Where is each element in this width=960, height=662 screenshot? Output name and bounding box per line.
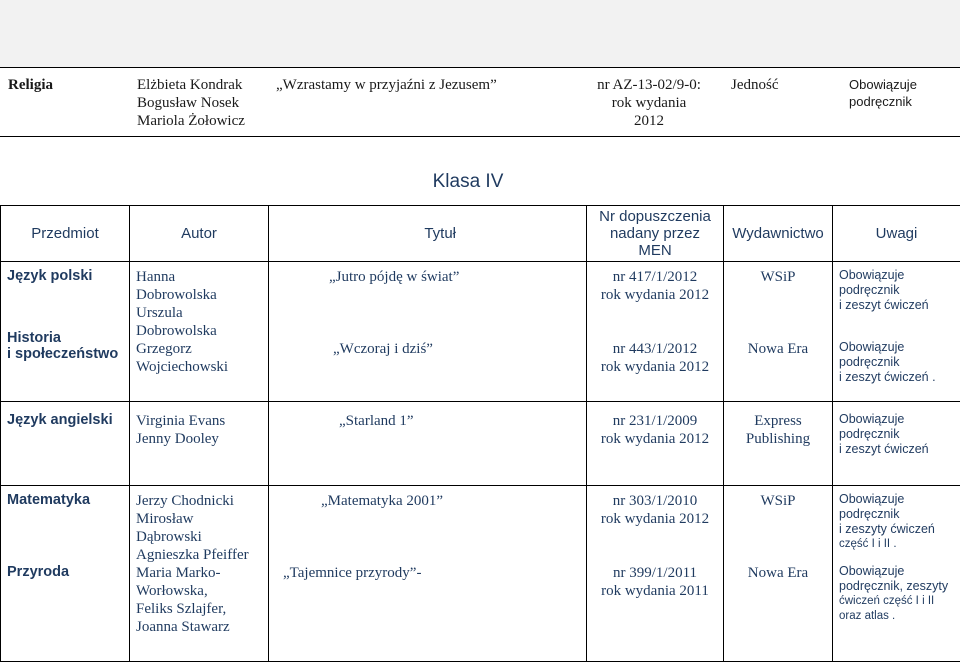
cell-subject — [1, 262, 130, 402]
religion-authors — [137, 76, 245, 130]
notes-line: podręcznik — [839, 355, 954, 370]
title-entry — [321, 492, 580, 564]
subject-line: Język polski — [7, 268, 123, 284]
notes-line: podręcznik — [839, 427, 954, 442]
subject-line: Przyroda — [7, 564, 123, 580]
author-line: Feliks Szlajfer, — [136, 600, 262, 618]
author-line: Virginia Evans — [136, 412, 262, 430]
cell-notes — [833, 402, 960, 486]
header-publisher: Wydawnictwo — [724, 206, 833, 262]
title-entry — [329, 268, 580, 340]
title-line: „Matematyka 2001” — [321, 492, 580, 510]
subject-entry — [7, 564, 123, 580]
number-line: rok wydania 2011 — [593, 582, 717, 600]
number-line: rok wydania 2012 — [593, 286, 717, 304]
notes-line: Obowiązuje — [839, 268, 954, 283]
number-line: nr 399/1/2011 — [593, 564, 717, 582]
publisher-line: Publishing — [730, 430, 826, 448]
notes-line: część I i II . — [839, 537, 954, 552]
author-entry — [136, 492, 262, 564]
notes-entry — [839, 268, 954, 340]
publisher-entry — [730, 268, 826, 340]
number-line: rok wydania 2012 — [593, 510, 717, 528]
cell-title — [269, 486, 587, 662]
number-entry — [593, 492, 717, 564]
religion-number — [588, 76, 710, 130]
number-line: nr 443/1/2012 — [593, 340, 717, 358]
notes-entry — [839, 340, 954, 385]
title-entry — [339, 412, 580, 430]
religion-publisher: Jedność — [731, 76, 779, 94]
notes-entry — [839, 492, 954, 564]
author-line: Dobrowolska — [136, 286, 262, 304]
subject-line: Matematyka — [7, 492, 123, 508]
cell-number — [587, 486, 724, 662]
notes-line: podręcznik — [839, 507, 954, 522]
author-line: Grzegorz — [136, 340, 262, 358]
title-entry — [283, 564, 580, 582]
author-line: Mirosław — [136, 510, 262, 528]
publisher-line: Nowa Era — [730, 340, 826, 358]
notes-line: Obowiązuje — [839, 492, 954, 507]
religion-number-line: rok wydania — [588, 94, 710, 112]
header-number-line: Nr dopuszczenia — [593, 208, 717, 225]
cell-number — [587, 402, 724, 486]
author-line: Joanna Stawarz — [136, 618, 262, 636]
header-number-line: MEN — [593, 242, 717, 259]
title-line: „Jutro pójdę w świat” — [329, 268, 580, 286]
notes-line: oraz atlas . — [839, 609, 954, 624]
author-line: Wojciechowski — [136, 358, 262, 376]
cell-subject — [1, 486, 130, 662]
notes-line: podręcznik — [839, 283, 954, 298]
notes-line: i zeszyt ćwiczeń — [839, 442, 954, 457]
author-line: Agnieszka Pfeiffer — [136, 546, 262, 564]
publisher-line: Nowa Era — [730, 564, 826, 582]
table-row — [1, 262, 960, 402]
author-entry — [136, 412, 262, 448]
table-row — [1, 486, 960, 662]
cell-notes — [833, 262, 960, 402]
author-line: Jerzy Chodnicki — [136, 492, 262, 510]
header-author: Autor — [130, 206, 269, 262]
number-entry — [593, 340, 717, 376]
religion-author: Bogusław Nosek — [137, 94, 245, 112]
cell-publisher — [724, 402, 833, 486]
notes-line: Obowiązuje — [839, 564, 954, 579]
header-subject: Przedmiot — [1, 206, 130, 262]
religion-author: Elżbieta Kondrak — [137, 76, 245, 94]
title-line: „Wczoraj i dziś” — [333, 340, 580, 358]
cell-title — [269, 262, 587, 402]
header-notes: Uwagi — [833, 206, 960, 262]
religion-note-line: Obowiązuje — [849, 76, 917, 93]
notes-entry — [839, 564, 954, 624]
cell-number — [587, 262, 724, 402]
cell-author — [130, 262, 269, 402]
cell-subject — [1, 402, 130, 486]
header-number — [587, 206, 724, 262]
title-line: „Tajemnice przyrody”- — [283, 564, 580, 582]
number-line: nr 231/1/2009 — [593, 412, 717, 430]
subject-entry — [7, 330, 123, 362]
notes-line: ćwiczeń część I i II — [839, 594, 954, 609]
section-title: Klasa IV — [0, 171, 936, 193]
religion-notes — [849, 76, 917, 110]
cell-author — [130, 402, 269, 486]
cell-title — [269, 402, 587, 486]
number-line: nr 417/1/2012 — [593, 268, 717, 286]
subject-entry — [7, 492, 123, 564]
number-line: rok wydania 2012 — [593, 358, 717, 376]
table-header-row — [1, 206, 960, 262]
religion-title: „Wzrastamy w przyjaźni z Jezusem” — [276, 76, 497, 94]
subject-line: Język angielski — [7, 412, 123, 428]
subject-entry — [7, 268, 123, 330]
religion-author: Mariola Żołowicz — [137, 112, 245, 130]
notes-line: podręcznik, zeszyty — [839, 579, 954, 594]
author-line: Hanna — [136, 268, 262, 286]
subject-line: i społeczeństwo — [7, 346, 123, 362]
author-entry — [136, 564, 262, 636]
religion-row — [0, 67, 960, 137]
cell-publisher — [724, 486, 833, 662]
publisher-entry — [730, 340, 826, 358]
author-line: Dąbrowski — [136, 528, 262, 546]
religion-note-line: podręcznik — [849, 93, 917, 110]
number-entry — [593, 412, 717, 448]
textbook-table — [0, 205, 960, 662]
title-line: „Starland 1” — [339, 412, 580, 430]
notes-line: i zeszyty ćwiczeń — [839, 522, 954, 537]
notes-line: i zeszyt ćwiczeń . — [839, 370, 954, 385]
author-line: Worłowska, — [136, 582, 262, 600]
notes-entry — [839, 412, 954, 457]
publisher-entry — [730, 492, 826, 564]
subject-entry — [7, 412, 123, 428]
publisher-line: WSiP — [730, 268, 826, 286]
author-entry — [136, 340, 262, 376]
religion-subject: Religia — [8, 76, 53, 94]
table-row — [1, 402, 960, 486]
cell-author — [130, 486, 269, 662]
religion-number-line: 2012 — [588, 112, 710, 130]
notes-line: i zeszyt ćwiczeń — [839, 298, 954, 313]
publisher-line: WSiP — [730, 492, 826, 510]
author-line: Dobrowolska — [136, 322, 262, 340]
notes-line: Obowiązuje — [839, 412, 954, 427]
publisher-line: Express — [730, 412, 826, 430]
number-entry — [593, 564, 717, 600]
number-entry — [593, 268, 717, 340]
publisher-entry — [730, 564, 826, 582]
header-number-line: nadany przez — [593, 225, 717, 242]
publisher-entry — [730, 412, 826, 448]
subject-line: Historia — [7, 330, 123, 346]
religion-number-line: nr AZ-13-02/9-0: — [588, 76, 710, 94]
author-line: Maria Marko- — [136, 564, 262, 582]
header-title: Tytuł — [269, 206, 587, 262]
cell-publisher — [724, 262, 833, 402]
notes-line: Obowiązuje — [839, 340, 954, 355]
author-entry — [136, 268, 262, 340]
title-entry — [329, 340, 580, 358]
author-line: Jenny Dooley — [136, 430, 262, 448]
author-line: Urszula — [136, 304, 262, 322]
cell-notes — [833, 486, 960, 662]
number-line: rok wydania 2012 — [593, 430, 717, 448]
number-line: nr 303/1/2010 — [593, 492, 717, 510]
